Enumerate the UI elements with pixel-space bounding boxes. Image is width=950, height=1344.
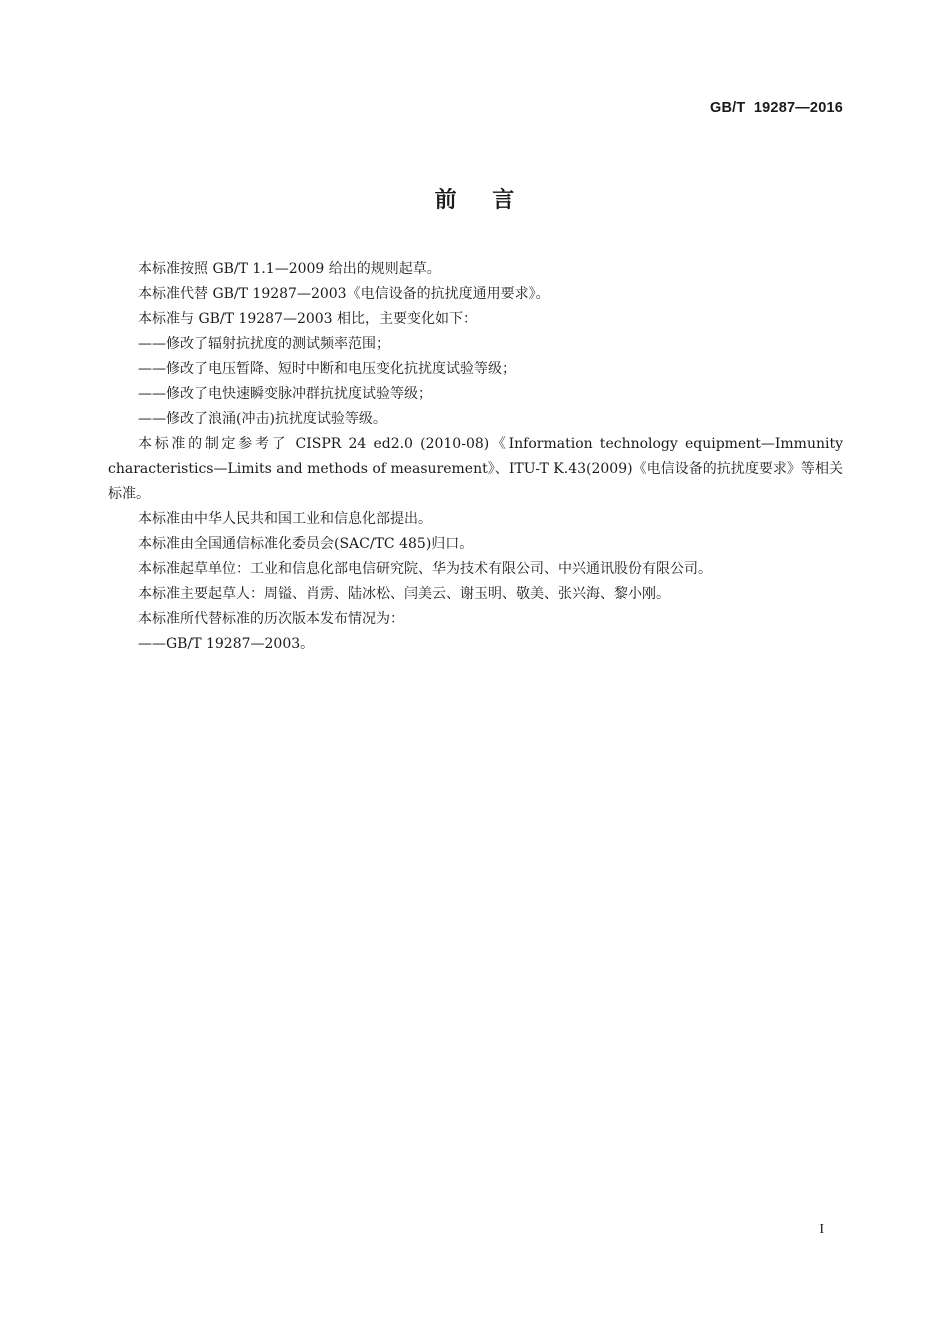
paragraph-drafting-units: 本标准起草单位：工业和信息化部电信研究院、华为技术有限公司、中兴通讯股份有限公司。	[138, 561, 712, 577]
paragraph-proposed-by: 本标准由中华人民共和国工业和信息化部提出。	[138, 511, 432, 527]
foreword-body	[108, 257, 843, 657]
paragraph-main-changes: 本标准与 GB/T 19287—2003 相比，主要变化如下：	[138, 311, 478, 327]
change-item-radiated: ——修改了辐射抗扰度的测试频率范围；	[138, 336, 390, 352]
paragraph-replaces: 本标准代替 GB/T 19287—2003《电信设备的抗扰度通用要求》。	[138, 286, 550, 302]
change-item-surge: ——修改了浪涌(冲击)抗扰度试验等级。	[138, 411, 387, 427]
paragraph-drafters: 本标准主要起草人：周镒、肖雳、陆冰松、闫美云、谢玉明、敬美、张兴海、黎小刚。	[138, 586, 670, 602]
change-item-voltage-dips: ——修改了电压暂降、短时中断和电压变化抗扰度试验等级；	[138, 361, 516, 377]
paragraph-responsible-committee: 本标准由全国通信标准化委员会(SAC/TC 485)归口。	[138, 536, 474, 552]
standard-number: GB/T 19287—2016	[710, 100, 843, 116]
paragraph-references: 本标准的制定参考了 CISPR 24 ed2.0 (2010-08)《Information technology equipment—Immunity characteristics—Limits and methods of measurement》、ITU-T K.43(2009)《电信设备的抗扰度要求》等相关标准。	[108, 436, 843, 502]
paragraph-drafting-rules: 本标准按照 GB/T 1.1—2009 给出的规则起草。	[138, 261, 441, 277]
change-item-eft: ——修改了电快速瞬变脉冲群抗扰度试验等级；	[138, 386, 432, 402]
page-number: I	[819, 1222, 824, 1237]
previous-edition-item: ——GB/T 19287—2003。	[138, 636, 315, 652]
section-title: 前 言	[434, 188, 516, 213]
paragraph-previous-editions: 本标准所代替标准的历次版本发布情况为：	[138, 611, 404, 627]
